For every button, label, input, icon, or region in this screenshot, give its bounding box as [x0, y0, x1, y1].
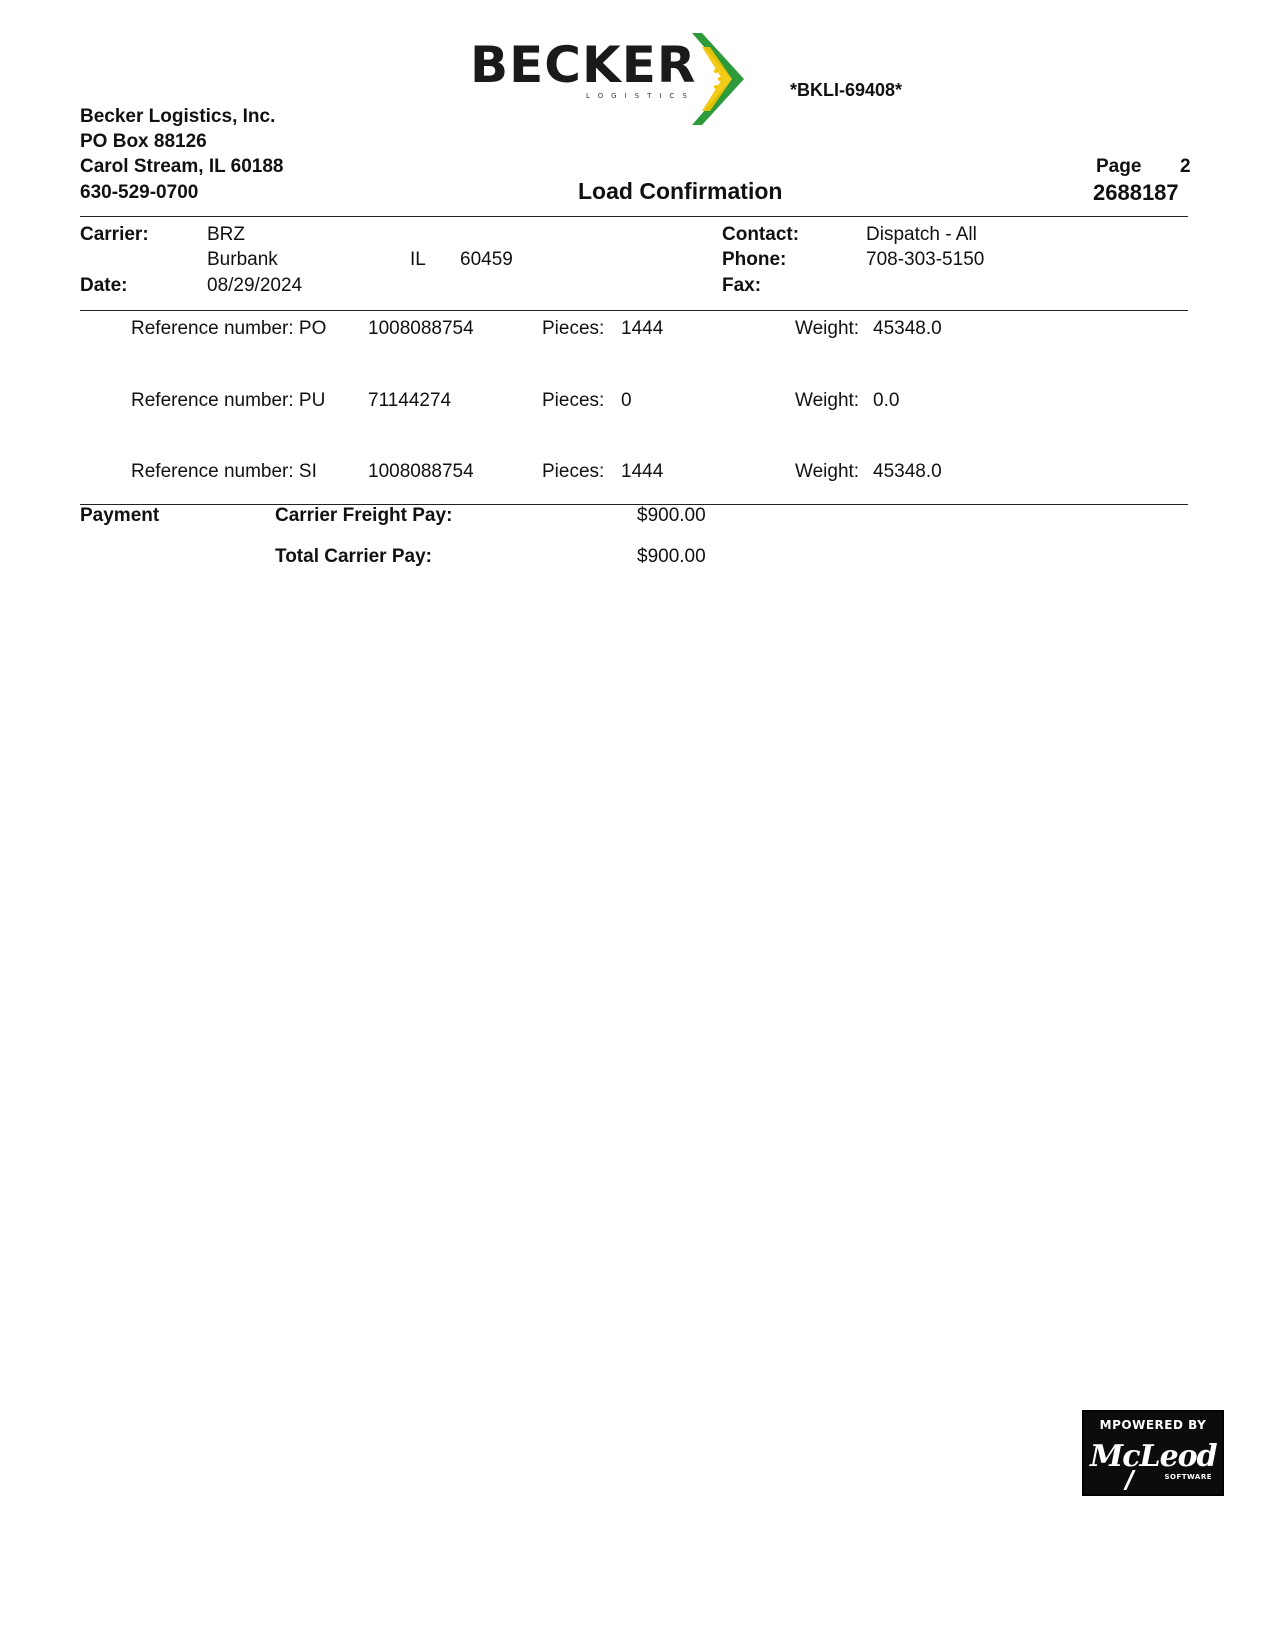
total-pay-value: $900.00: [637, 546, 706, 567]
phone-value: 708-303-5150: [866, 249, 985, 270]
badge-top-text: MPOWERED BY: [1099, 1418, 1207, 1432]
total-pay-label: Total Carrier Pay:: [275, 546, 432, 567]
badge-sub-text: SOFTWARE: [1164, 1473, 1212, 1481]
pieces-label: Pieces:: [542, 390, 605, 411]
logo-wordmark: BECKER: [470, 36, 697, 94]
carrier-name: BRZ: [207, 224, 245, 245]
fax-label: Fax:: [722, 275, 762, 296]
pieces-value: 0: [621, 390, 632, 411]
company-phone: 630-529-0700: [80, 182, 199, 203]
document-title: Load Confirmation: [578, 178, 783, 204]
header-divider: [80, 216, 1188, 217]
phone-label: Phone:: [722, 249, 787, 270]
mcleod-badge: [1082, 1410, 1224, 1496]
weight-value: 45348.0: [873, 318, 942, 339]
date-value: 08/29/2024: [207, 275, 303, 296]
company-name: Becker Logistics, Inc.: [80, 106, 276, 127]
load-number: 2688187: [1093, 180, 1179, 205]
logo-arrow-icon: [692, 33, 748, 125]
pieces-label: Pieces:: [542, 318, 605, 339]
company-city: Carol Stream, IL 60188: [80, 156, 284, 177]
contact-label: Contact:: [722, 224, 800, 245]
freight-pay-value: $900.00: [637, 505, 706, 526]
weight-value: 0.0: [873, 390, 900, 411]
badge-name: McLeod: [1090, 1439, 1217, 1474]
carrier-zip: 60459: [460, 249, 513, 270]
weight-label: Weight:: [795, 318, 860, 339]
reference-number: 1008088754: [368, 318, 474, 339]
date-label: Date:: [80, 275, 128, 296]
weight-value: 45348.0: [873, 461, 942, 482]
carrier-state: IL: [410, 249, 426, 270]
carrier-city: Burbank: [207, 249, 278, 270]
carrier-label: Carrier:: [80, 224, 149, 245]
weight-label: Weight:: [795, 390, 860, 411]
freight-pay-label: Carrier Freight Pay:: [275, 505, 453, 526]
page-label: Page: [1096, 156, 1142, 177]
barcode-id: *BKLI-69408*: [790, 80, 903, 100]
page-number: 2: [1180, 156, 1191, 177]
company-po-box: PO Box 88126: [80, 131, 207, 152]
carrier-divider: [80, 310, 1188, 311]
pieces-value: 1444: [621, 318, 664, 339]
reference-number: 71144274: [368, 390, 452, 411]
logo-subtitle: LOGISTICS: [586, 92, 695, 100]
reference-number: 1008088754: [368, 461, 474, 482]
reference-label: Reference number: PU: [131, 390, 326, 411]
pieces-label: Pieces:: [542, 461, 605, 482]
pieces-value: 1444: [621, 461, 664, 482]
references-divider: [80, 504, 1188, 505]
contact-value: Dispatch - All: [866, 224, 977, 245]
payment-section-label: Payment: [80, 505, 160, 526]
reference-label: Reference number: SI: [131, 461, 317, 482]
reference-label: Reference number: PO: [131, 318, 327, 339]
weight-label: Weight:: [795, 461, 860, 482]
